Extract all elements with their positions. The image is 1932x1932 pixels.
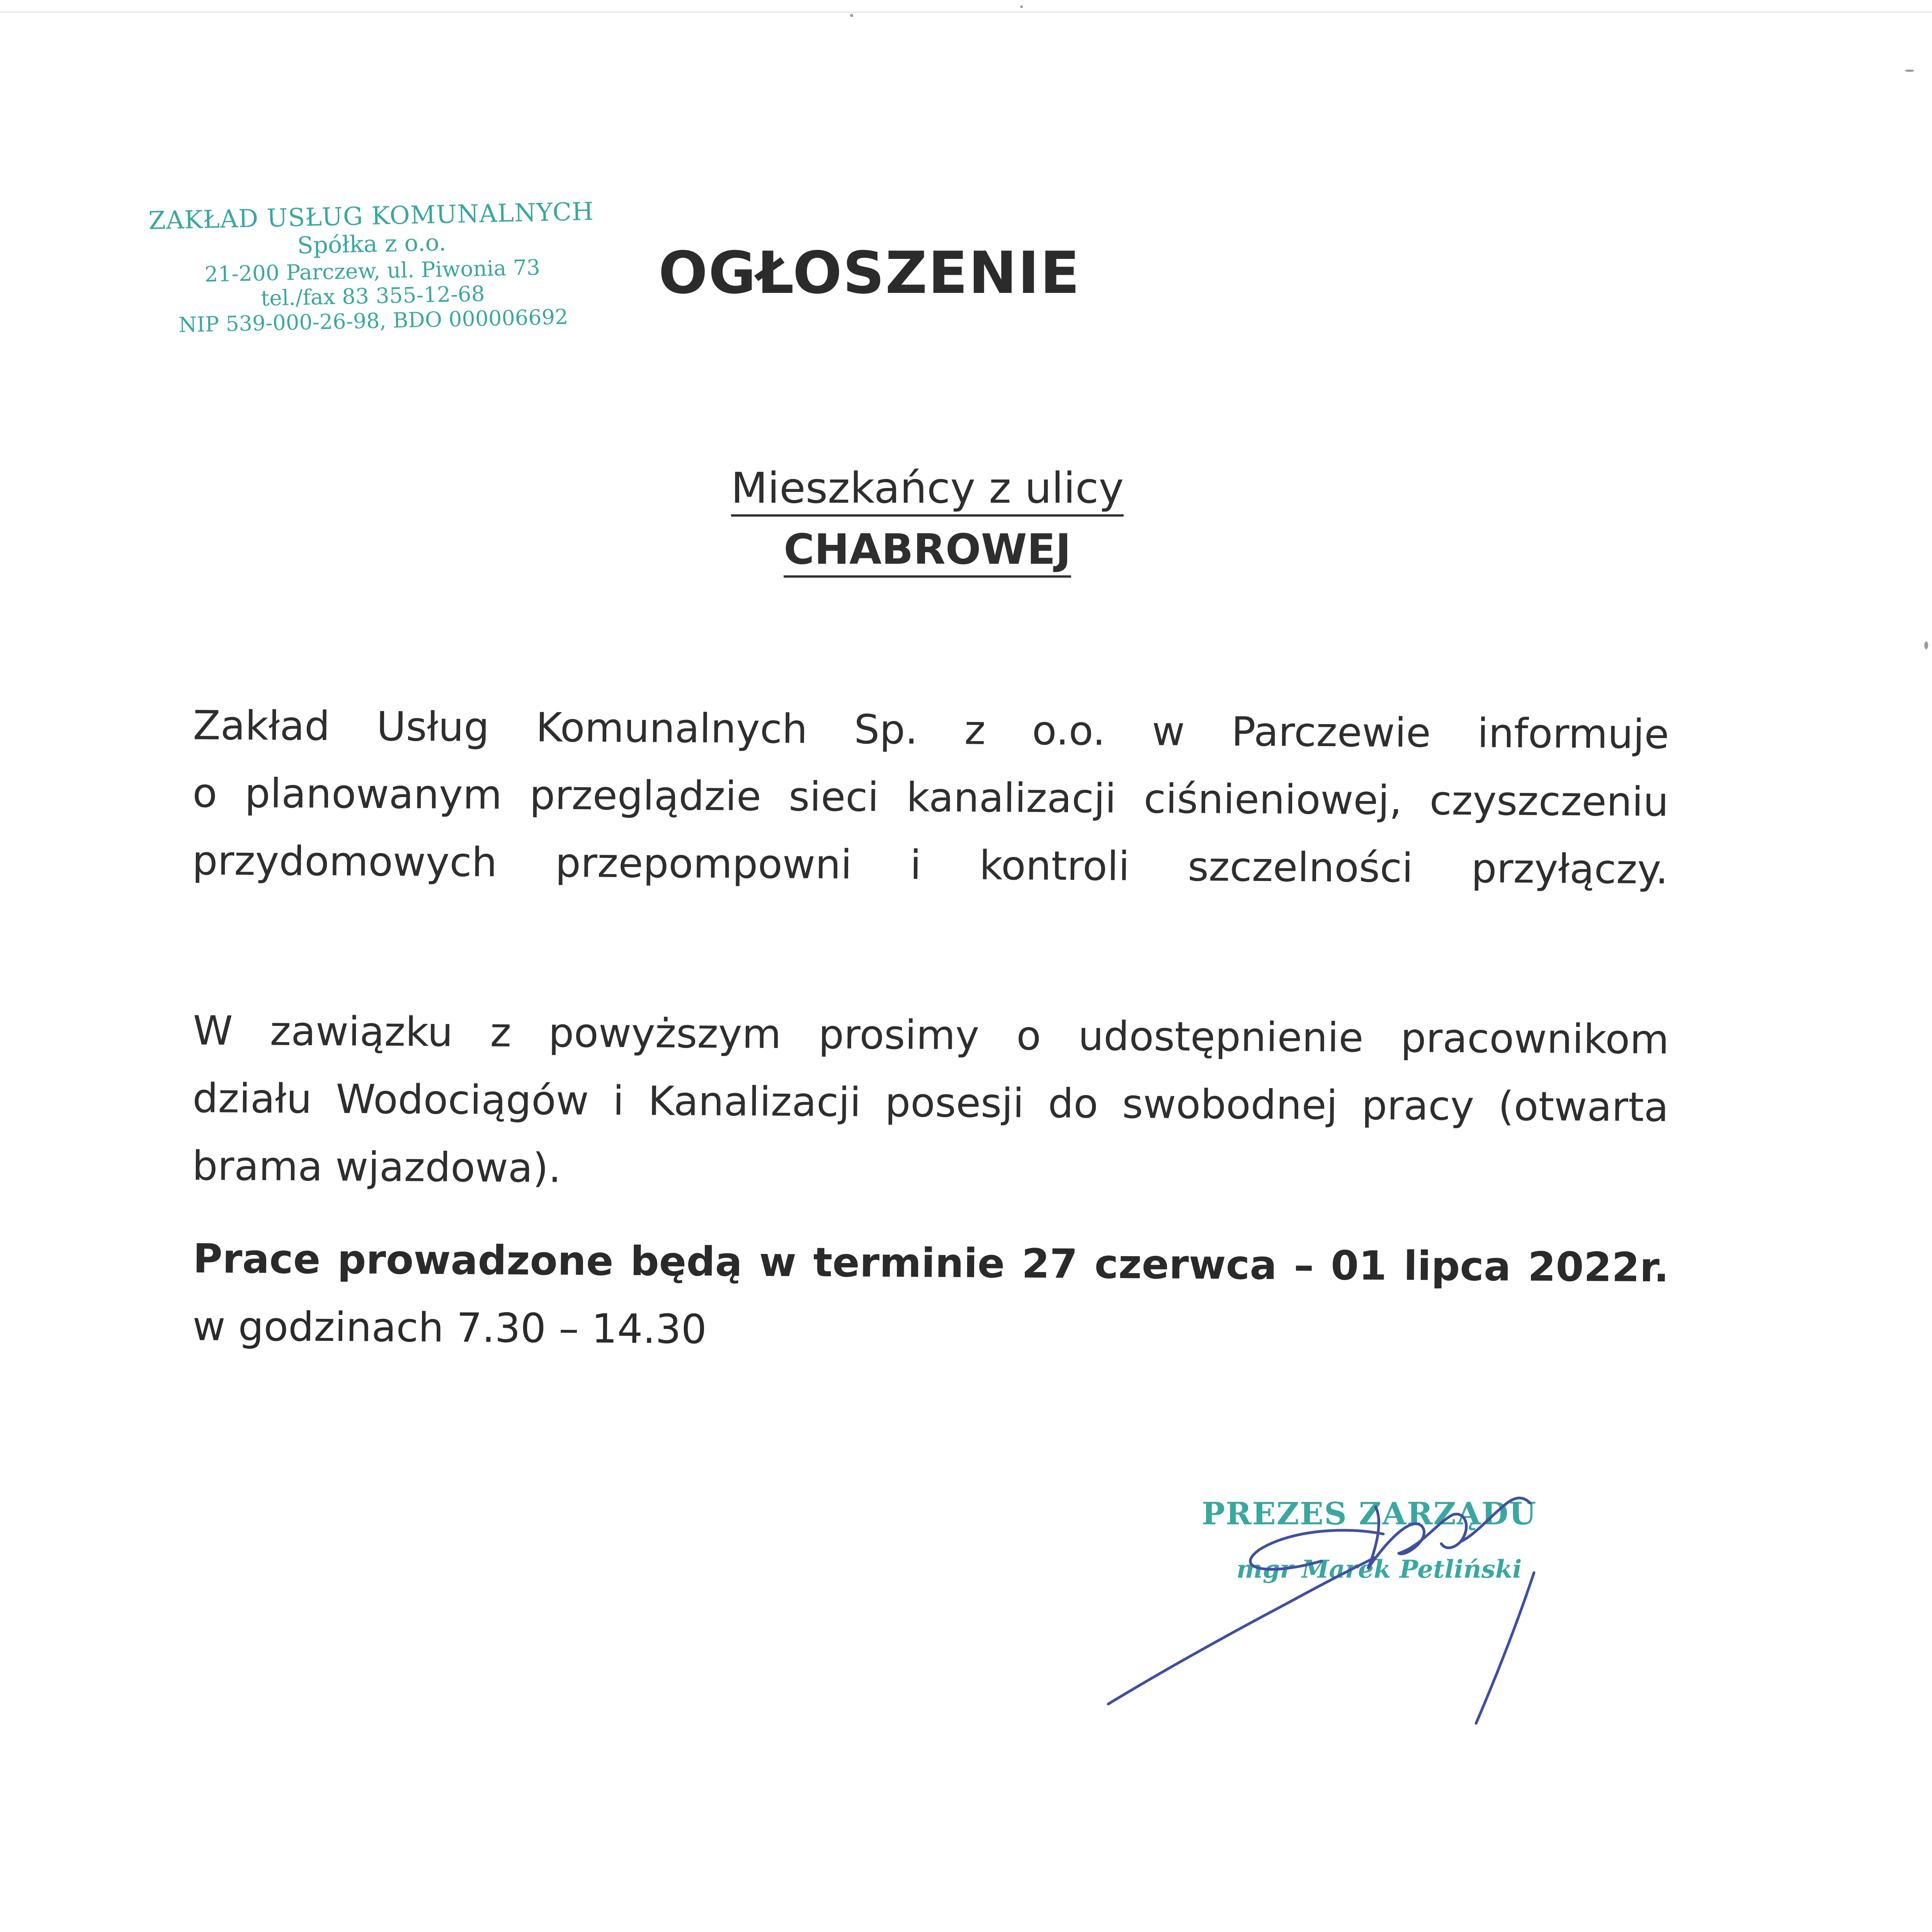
scan-speck: [1020, 5, 1023, 8]
handwritten-signature: [1105, 1492, 1592, 1762]
stamp-company-type: Spółka z o.o.: [297, 229, 447, 259]
paragraph-line: Zakład Usług Komunalnych Sp. z o.o. w Parczewie informuje: [193, 701, 1669, 758]
scan-edge-line: [0, 12, 1932, 13]
paragraph-line: W zawiązku z powyższym prosimy o udostępnienie pracownikom: [193, 1007, 1669, 1063]
paragraph-line: przydomowych przepompowni i kontroli szczelności przyłączy.: [192, 837, 1668, 893]
schedule-block: [192, 1225, 1669, 1369]
signature-name: mgr Marek Petliński: [1236, 1555, 1522, 1584]
street-name: CHABROWEJ: [784, 526, 1071, 578]
recipients-block: [541, 464, 1314, 578]
paragraph-request: [192, 997, 1669, 1209]
schedule-hours: w godzinach 7.30 – 14.30: [192, 1302, 707, 1353]
signature-role: PREZES ZARZĄDU: [1202, 1495, 1537, 1532]
paragraph-line: brama wjazdowa).: [192, 1142, 561, 1192]
paragraph-announcement: [192, 692, 1669, 903]
stamp-company-name: ZAKŁAD USŁUG KOMUNALNYCH: [148, 197, 594, 235]
stamp-tax-ids: NIP 539-000-26-98, BDO 000006692: [178, 304, 568, 337]
paragraph-line: działu Wodociągów i Kanalizacji posesji do swobodnej pracy (otwarta: [192, 1074, 1669, 1131]
document-title: OGŁOSZENIE: [658, 240, 1081, 307]
recipients-label: Mieszkańcy z ulicy: [731, 464, 1124, 517]
paragraph-line: o planowanym przeglądzie sieci kanalizacji ciśnieniowej, czyszczeniu: [192, 769, 1669, 826]
scan-speck: [850, 14, 853, 17]
scan-speck: [1905, 70, 1914, 72]
stamp-phone: tel./fax 83 355-12-68: [260, 281, 485, 311]
schedule-dates: Prace prowadzone będą w terminie 27 czerwca – 01 lipca 2022r.: [193, 1235, 1669, 1291]
scan-speck: [1924, 641, 1928, 649]
stamp-address: 21-200 Parczew, ul. Piwonia 73: [204, 255, 541, 287]
